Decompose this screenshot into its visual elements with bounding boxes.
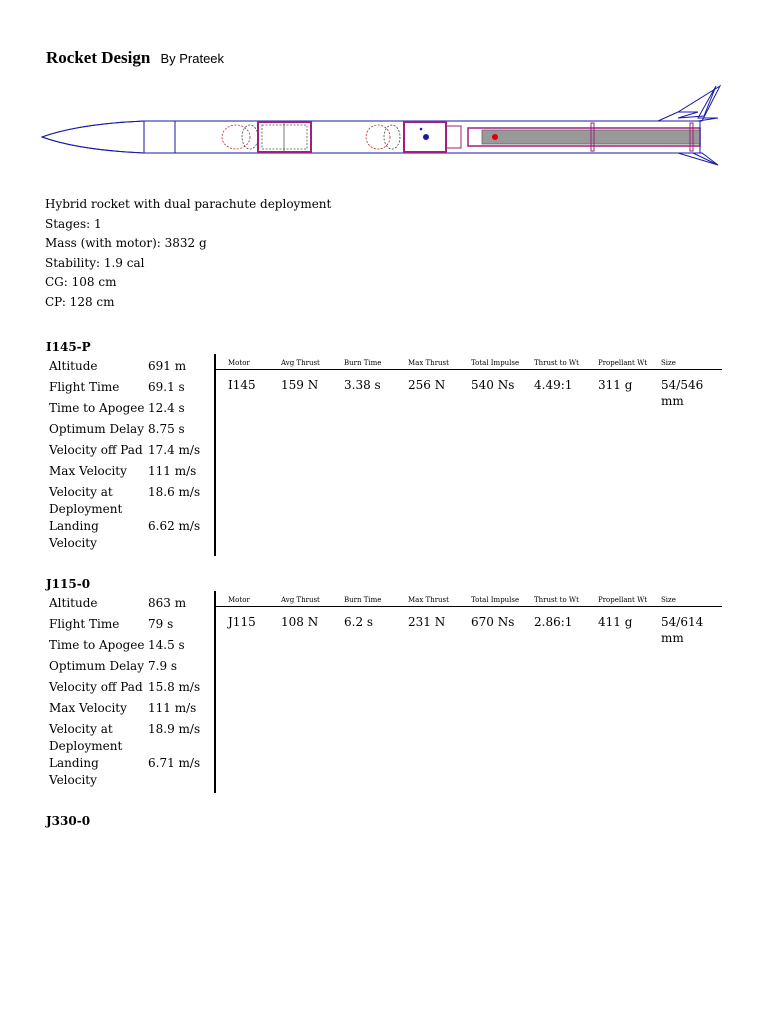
stat-label: Time to Apogee xyxy=(49,401,145,415)
stat-label: Landing Velocity xyxy=(49,519,99,550)
col-header-motor: Motor xyxy=(228,359,250,367)
cell-thrust-to-wt: 4.49:1 xyxy=(534,378,573,392)
col-header-avg-thrust: Avg Thrust xyxy=(281,596,320,604)
stat-label: Max Velocity xyxy=(49,464,127,478)
stat-label: Flight Time xyxy=(49,380,120,394)
stat-row xyxy=(46,616,216,637)
stat-row xyxy=(46,463,216,484)
divider-horizontal xyxy=(216,606,722,607)
stat-label: Optimum Delay xyxy=(49,659,144,673)
cp: CP: 128 cm xyxy=(45,294,115,309)
col-header-avg-thrust: Avg Thrust xyxy=(281,359,320,367)
stat-row xyxy=(46,400,216,421)
parachute-icon-2 xyxy=(366,125,400,149)
col-header-propellant-wt: Propellant Wt xyxy=(598,359,648,367)
col-header-burn-time: Burn Time xyxy=(344,359,382,367)
fin-bottom xyxy=(678,153,718,165)
flight-stats-table xyxy=(46,358,216,552)
col-header-size: Size xyxy=(661,359,676,367)
cell-size: 54/546 xyxy=(661,378,704,392)
stat-row xyxy=(46,358,216,379)
cell-propellant-wt: 311 g xyxy=(598,378,633,392)
col-header-motor: Motor xyxy=(228,596,250,604)
stat-row xyxy=(46,379,216,400)
stat-value: 7.9 s xyxy=(148,659,178,673)
stat-row xyxy=(46,755,216,789)
cell-motor: I145 xyxy=(228,378,256,392)
coupler-1 xyxy=(258,122,311,152)
divider-vertical xyxy=(214,354,216,556)
divider-horizontal xyxy=(216,369,722,370)
fin-top xyxy=(658,86,720,121)
stat-label: Altitude xyxy=(49,596,98,610)
page-title: Rocket Design xyxy=(46,48,151,67)
cell-max-thrust: 256 N xyxy=(408,378,446,392)
stat-label: Altitude xyxy=(49,359,98,373)
stat-value: 14.5 s xyxy=(148,638,185,652)
stat-label: Optimum Delay xyxy=(49,422,144,436)
col-header-max-thrust: Max Thrust xyxy=(408,359,449,367)
rocket-diagram xyxy=(38,82,724,170)
cell-avg-thrust: 108 N xyxy=(281,615,319,629)
col-header-total-impulse: Total Impulse xyxy=(471,359,520,367)
col-header-size: Size xyxy=(661,596,676,604)
cell-avg-thrust: 159 N xyxy=(281,378,319,392)
stability: Stability: 1.9 cal xyxy=(45,255,145,270)
stat-value: 18.6 m/s xyxy=(148,485,201,499)
stat-value: 863 m xyxy=(148,596,187,610)
parachute-icon-1 xyxy=(222,125,258,149)
stat-row xyxy=(46,679,216,700)
mass: Mass (with motor): 3832 g xyxy=(45,236,207,251)
stat-row xyxy=(46,637,216,658)
design-summary xyxy=(45,195,331,313)
stat-value: 15.8 m/s xyxy=(148,680,201,694)
stat-value: 17.4 m/s xyxy=(148,443,201,457)
stat-value: 18.9 m/s xyxy=(148,722,201,736)
stat-label: Velocity at Deployment xyxy=(49,485,123,516)
stat-row xyxy=(46,484,216,518)
stat-row xyxy=(46,442,216,463)
col-header-burn-time: Burn Time xyxy=(344,596,382,604)
stat-value: 111 m/s xyxy=(148,464,197,478)
motor-name: I145-P xyxy=(46,340,91,354)
stat-value: 691 m xyxy=(148,359,187,373)
cell-motor: J115 xyxy=(228,615,256,629)
flight-stats-table xyxy=(46,595,216,789)
cell-burn-time: 3.38 s xyxy=(344,378,381,392)
cell-size-unit: mm xyxy=(661,631,684,645)
title-row xyxy=(46,48,224,68)
stat-value: 6.71 m/s xyxy=(148,756,201,770)
divider-vertical xyxy=(214,591,216,793)
next-motor-name: J330-0 xyxy=(46,814,91,828)
stat-row xyxy=(46,658,216,679)
stat-row xyxy=(46,721,216,755)
cell-max-thrust: 231 N xyxy=(408,615,446,629)
author-label: By Prateek xyxy=(160,51,225,66)
stat-value: 79 s xyxy=(148,617,174,631)
cell-burn-time: 6.2 s xyxy=(344,615,374,629)
cell-total-impulse: 540 Ns xyxy=(471,378,515,392)
cell-size-unit: mm xyxy=(661,394,684,408)
stat-label: Time to Apogee xyxy=(49,638,145,652)
cell-total-impulse: 670 Ns xyxy=(471,615,515,629)
stat-label: Max Velocity xyxy=(49,701,127,715)
stat-row xyxy=(46,700,216,721)
stat-label: Velocity at Deployment xyxy=(49,722,123,753)
col-header-max-thrust: Max Thrust xyxy=(408,596,449,604)
stat-label: Velocity off Pad xyxy=(49,443,143,457)
stat-row xyxy=(46,421,216,442)
motor-name: J115-0 xyxy=(46,577,91,591)
cg: CG: 108 cm xyxy=(45,275,117,290)
stat-row xyxy=(46,595,216,616)
stat-label: Flight Time xyxy=(49,617,120,631)
stages: Stages: 1 xyxy=(45,216,102,231)
col-header-thrust-to-wt: Thrust to Wt xyxy=(534,596,579,604)
stat-row xyxy=(46,518,216,552)
cp-marker xyxy=(423,134,429,140)
stat-value: 12.4 s xyxy=(148,401,185,415)
stat-value: 6.62 m/s xyxy=(148,519,201,533)
col-header-thrust-to-wt: Thrust to Wt xyxy=(534,359,579,367)
stat-label: Landing Velocity xyxy=(49,756,99,787)
cell-propellant-wt: 411 g xyxy=(598,615,633,629)
nose-cone xyxy=(42,121,144,153)
cell-thrust-to-wt: 2.86:1 xyxy=(534,615,573,629)
stat-value: 69.1 s xyxy=(148,380,185,394)
description: Hybrid rocket with dual parachute deployment xyxy=(45,197,332,211)
stat-value: 111 m/s xyxy=(148,701,197,715)
cg-marker xyxy=(492,134,498,140)
col-header-total-impulse: Total Impulse xyxy=(471,596,520,604)
nose-shoulder xyxy=(144,121,175,153)
col-header-propellant-wt: Propellant Wt xyxy=(598,596,648,604)
cell-size: 54/614 xyxy=(661,615,704,629)
stat-label: Velocity off Pad xyxy=(49,680,143,694)
stat-value: 8.75 s xyxy=(148,422,185,436)
